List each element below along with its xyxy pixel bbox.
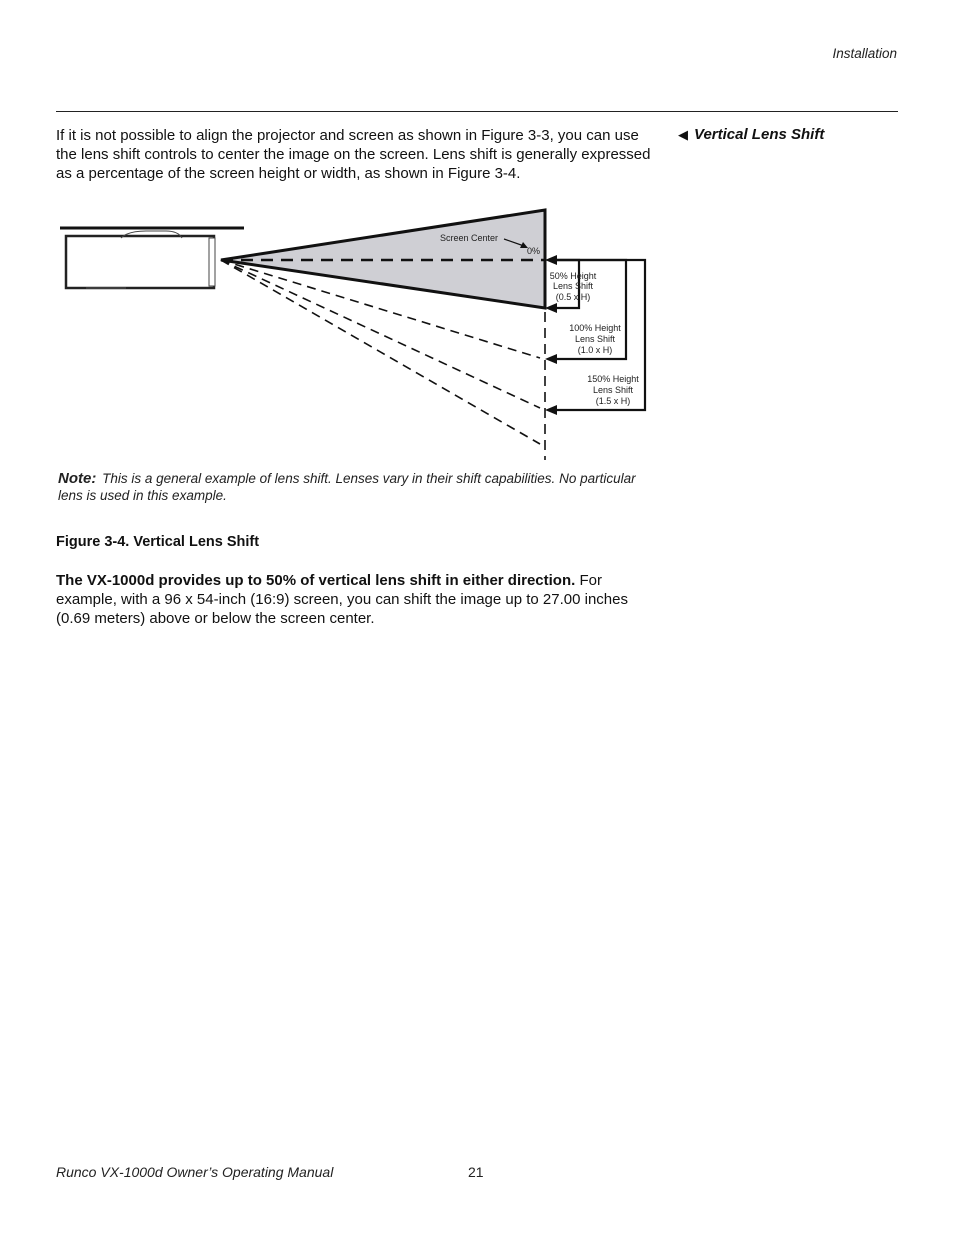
svg-text:(1.5 x H): (1.5 x H) [595, 396, 631, 406]
intro-paragraph: If it is not possible to align the projector and screen as shown in Figure 3-3, you can use the lens shift controls to center the image on the screen. Lens shift is generally expressed as a percentage of the screen height or width, as shown in Figure 3-4. [56, 127, 651, 182]
header-rule [56, 111, 898, 112]
body-paragraph [56, 571, 656, 628]
running-header-section: Installation [832, 46, 897, 61]
triangle-left-icon: ◀ [678, 127, 688, 142]
lens-shift-diagram [56, 200, 656, 460]
side-heading-label: Vertical Lens Shift [694, 126, 825, 143]
arrow-left-icon [545, 354, 557, 364]
svg-text:Lens Shift: Lens Shift [574, 334, 616, 344]
arrow-left-icon [545, 255, 557, 265]
svg-text:Lens Shift: Lens Shift [552, 281, 594, 291]
projector-icon [66, 231, 215, 288]
figure-note [58, 470, 648, 504]
svg-text:Lens Shift: Lens Shift [592, 385, 634, 395]
arrow-left-icon [545, 405, 557, 415]
svg-text:(0.5 x H): (0.5 x H) [555, 292, 591, 302]
footer-manual-title: Runco VX-1000d Owner’s Operating Manual [56, 1164, 334, 1180]
zero-percent-label: 0% [527, 246, 541, 256]
note-label: Note: [58, 470, 97, 487]
shift-label-50 [550, 271, 597, 302]
svg-text:(1.0 x H): (1.0 x H) [577, 345, 613, 355]
shift-label-100 [569, 323, 621, 355]
body-lead: The VX-1000d provides up to 50% of vertical lens shift in either direction. [56, 572, 576, 589]
figure-caption: Figure 3-4. Vertical Lens Shift [56, 534, 260, 550]
svg-text:100% Height: 100% Height [569, 323, 621, 333]
shift-label-150 [587, 374, 639, 406]
body-rest: For example, with a 96 x 54-inch (16:9) screen, you can shift the image up to 27.00 inches (0.69 meters) above or below the screen center. [56, 572, 628, 627]
lens-shift-figure [56, 200, 656, 460]
footer-page-number: 21 [468, 1164, 484, 1180]
svg-text:150% Height: 150% Height [587, 374, 639, 384]
side-heading [678, 126, 824, 143]
screen-center-label: Screen Center [440, 233, 499, 243]
note-text: This is a general example of lens shift. Lenses vary in their shift capabilities. No particular lens is used in this example. [58, 471, 636, 503]
svg-text:50% Height: 50% Height [549, 271, 597, 281]
arrow-left-icon [545, 303, 557, 313]
